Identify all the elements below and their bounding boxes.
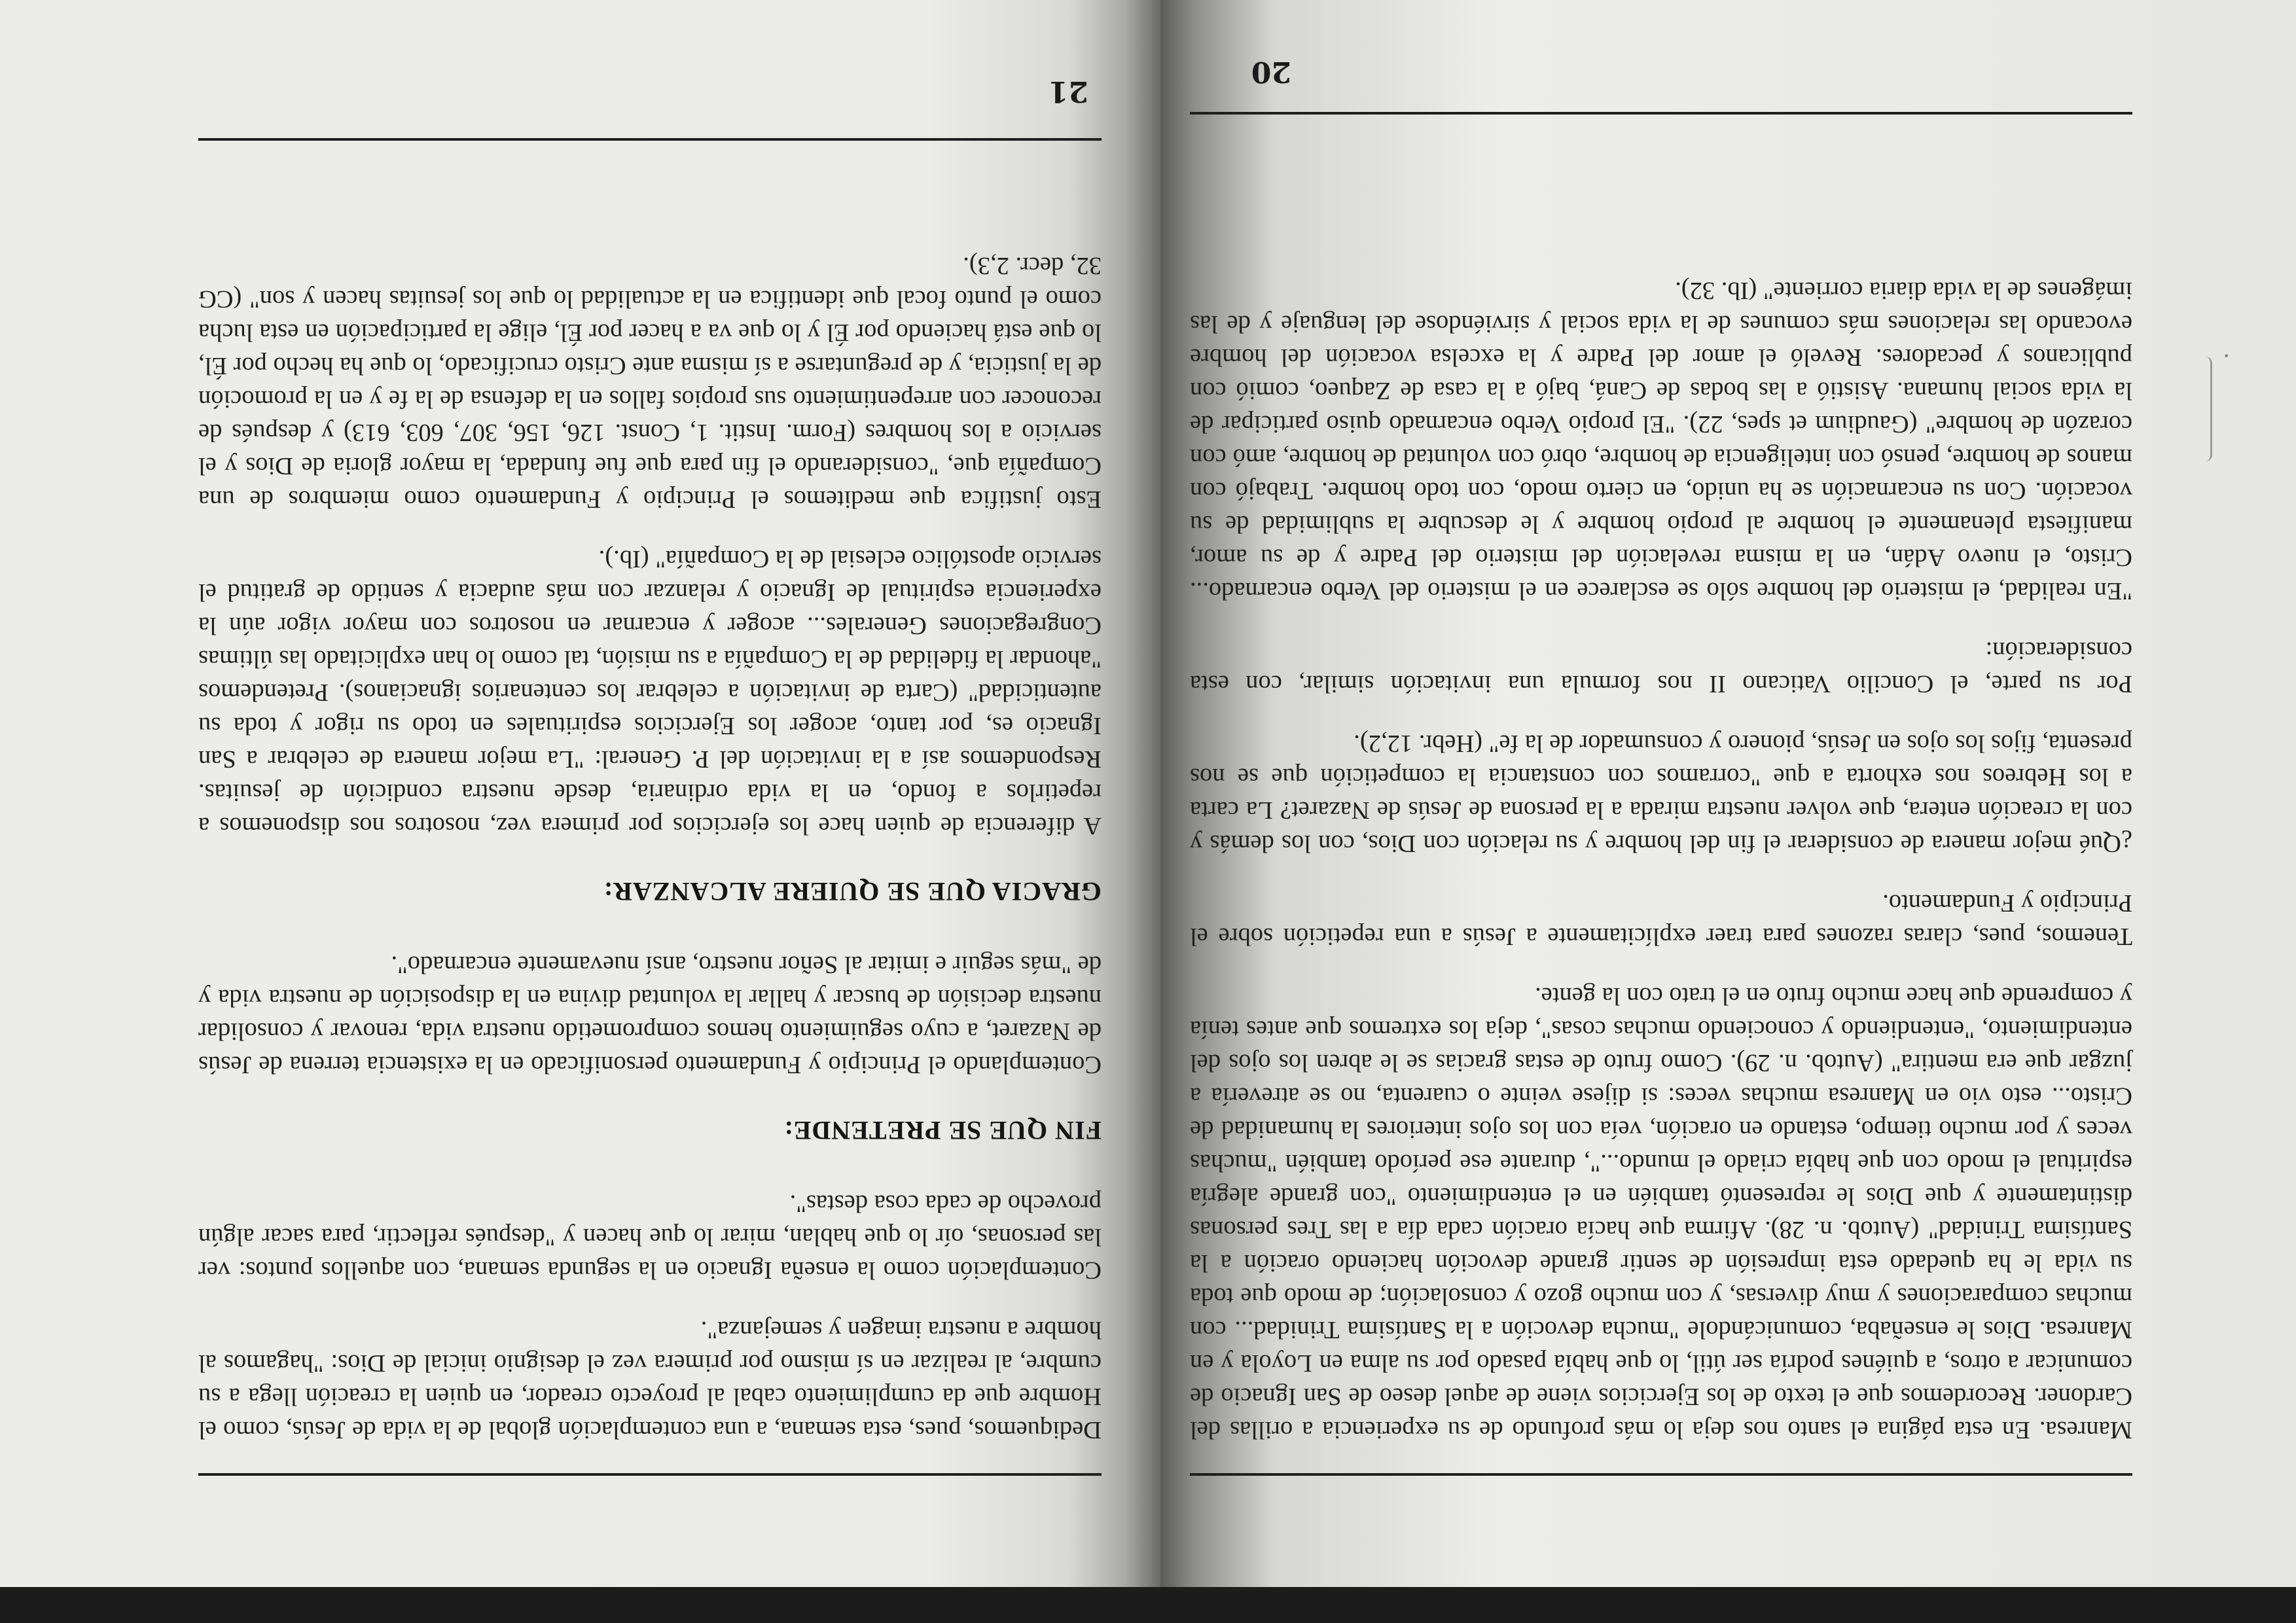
paragraph: ¿Qué mejor manera de considerar el fin del hombre y su relación con Dios, con los demás y con la creación entera, que volver nuestra mirada a la persona de Jesús de Nazaret? La carta a los Hebreos nos exhorta a que "corramos con constancia la competición que se nos presenta, fijos los ojos en Jesús, pionero y consumador de la fe" (Hebr. 12,2). — [1190, 730, 2132, 857]
page-number: 21 — [1048, 75, 1088, 108]
paragraph: Manresa. En esta página el santo nos deja lo más profundo de su experiencia a orillas del Cardoner. Recordemos que el texto de los Ejercicios viene de aquel deseo de San Ignacio de comunicar a otros, a quiénes podría ser útil, lo que había pasado por su alma en Loyola y en Manresa. Dios le enseñaba, comunicándole "mucha devoción a la Santísima Trinidad... con muchas comparaciones y muy diversas, y con mucho gozo y consolación; de modo que toda su vida le ha quedado esta impresión de sentir grande devoción haciendo oración a la Santísima Trinidad" (Autob. n. 28). Afirma que hacía oración cada día a las Tres personas distintamente y que Dios le representó también en el entendimiento "con grande alegría espiritual el modo con que había criado el mundo...", durante ese período también "muchas veces y por mucho tiempo, estando en oración, veía con los ojos interiores la humanidad de Cristo... esto vio en Manresa muchas veces: si dijese veinte o cuarenta, no se atrevería a juzgar que era mentira" (Autob. n. 29). Como fruto de estas gracias se le abren los ojos del entendimiento, "entendiendo y conociendo muchas cosas", deja los extremos que antes tenía y comprende que hace mucho fruto en el trato con la gente. — [1190, 982, 2132, 1444]
paragraph: Dediquemos, pues, esta semana, a una contemplación global de la vida de Jesús, como el Hombre que da cumplimiento cabal al proyecto creador, en quien la creación llega a su cumbre, al realizar en sí mismo por primera vez el designio inicial de Dios: "hagamos al hombre a nuestra imagen y semejanza". — [198, 1316, 1102, 1444]
margin-pencil-mark: · — [2222, 342, 2231, 369]
page-21 — [0, 0, 1160, 1587]
paragraph: A diferencia de quien hace los ejercicios por primera vez, nosotros nos disponemos a repetirlos a fondo, en la vida ordinaria, desde nuestra condición de jesuitas. Respondemos así a la invitación del P. General: "La mejor manera de celebrar a San Ignacio es, por tanto, acoger los Ejercicios espirituales en todo su rigor y toda su autenticidad" (Carta de invitación a celebrar los centenarios ignacianos). Pretendemos "ahondar la fidelidad de la Compañía a su misión, tal como lo han explicitado las últimas Congregaciones Generales... acoger y encarnar en nosotros con mayor vigor aún la experiencia espiritual de Ignacio y relanzar con más audacia y sentido de gratitud el servicio apostólico eclesial de la Compañía" (Ib.). — [198, 545, 1102, 840]
paragraph: "En realidad, el misterio del hombre sólo se esclarece en el misterio del Verbo encarnado... Cristo, el nuevo Adán, en la misma revelación del misterio del Padre y de su amor, manifiesta plenamente el hombre al propio hombre y le descubre la sublimidad de su vocación. Con su encarnación se ha unido, en cierto modo, con todo hombre. Trabajó con manos de hombre, pensó con inteligencia de hombre, obró con voluntad de hombre, amó con corazón de hombre" (Gaudium et spes, 22). "El propio Verbo encarnado quiso participar de la vida social humana. Asistió a las bodas de Caná, bajó a la casa de Zaqueo, comió con publicanos y pecadores. Reveló el amor del Padre y la excelsa vocación del hombre evocando las relaciones más comunes de la vida social y sirviéndose del lenguaje y de las imágenes de la vida diaria corriente" (Ib. 32). — [1190, 277, 2132, 605]
page-20 — [1160, 0, 2296, 1587]
heading-gracia: GRACIA QUE SE QUIERE ALCANZAR: — [603, 877, 1102, 906]
page-number: 20 — [1251, 55, 1291, 88]
bottom-rule — [1190, 112, 2132, 115]
margin-bracket — [2204, 357, 2212, 461]
page-21-text — [198, 223, 1102, 1446]
page-20-text — [1190, 247, 2132, 1446]
paragraph: Tenemos, pues, claras razones para traer explícitamente a Jesús a una repetición sobre el Principio y Fundamento. — [1190, 889, 2132, 950]
paragraph: Por su parte, el Concilio Vaticano II nos formula una invitación similar, con esta consideración: — [1190, 637, 2132, 698]
paragraph: Esto justifica que meditemos el Principio y Fundamento como miembros de una Compañía que, "considerando el fin para que fue fundada, la mayor gloria de Dios y el servicio a los hombres (Form. Instit. 1, Const. 126, 156, 307, 603, 613) y después de reconocer con arrepentimiento sus propios fallos en la defensa de la fe y en la promoción de la justicia, y de preguntarse a sí misma ante Cristo crucificado, lo que ha hecho por Él, lo que está haciendo por Él y lo que va a hacer por Él, elige la participación en esta lucha como el punto focal que identifica en la actualidad lo que los jesuitas hacen y son" (CG 32, decr. 2,3). — [198, 252, 1102, 513]
paragraph: Contemplación como la enseña Ignacio en la segunda semana, con aquellos puntos: ver las personas, oír lo que hablan, mirar lo que hacen y "después reflectir, para sacar algún provecho de cada cosa destas". — [198, 1190, 1102, 1284]
paragraph: Contemplando el Principio y Fundamento personificado en la existencia terrena de Jesús de Nazaret, a cuyo seguimiento hemos comprometido nuestra vida, renovar y consolidar nuestra decisión de buscar y hallar la voluntad divina en la disposición de nuestra vida y de "más seguir e imitar al Señor nuestro, ansí nuevamente encarnado". — [198, 951, 1102, 1079]
top-rule — [198, 1473, 1102, 1476]
bottom-rule — [198, 138, 1102, 141]
heading-fin: FIN QUE SE PRETENDE: — [783, 1116, 1102, 1145]
top-rule — [1190, 1473, 2132, 1476]
